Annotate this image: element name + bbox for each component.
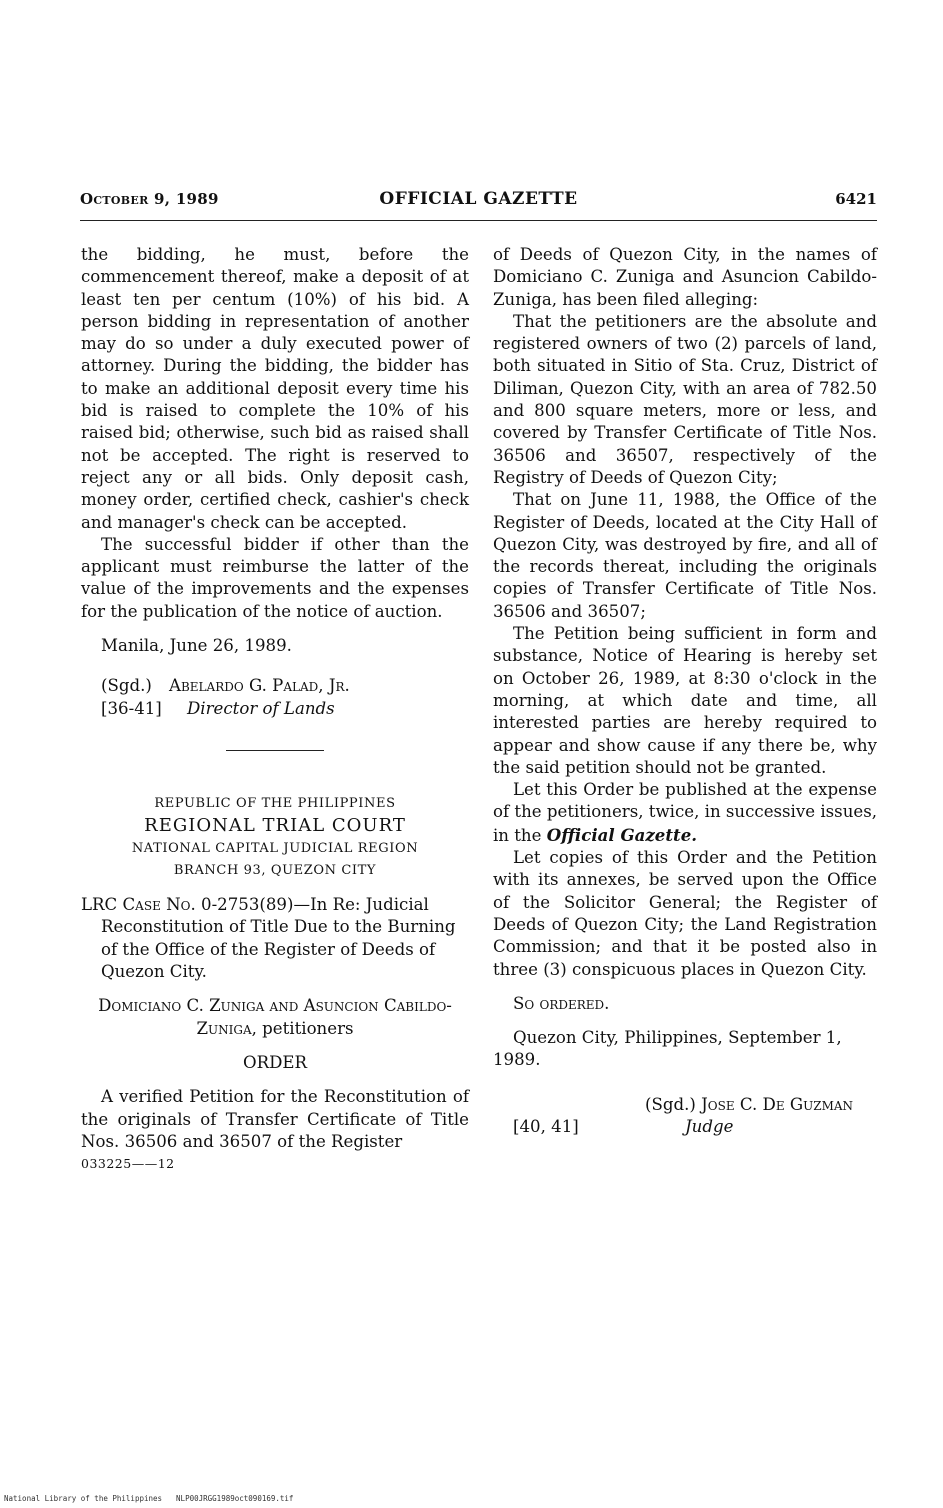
court-branch: BRANCH 93, QUEZON CITY [173,862,377,878]
successful-bidder-paragraph: The successful bidder if other than the applicant must reimburse the latter of the value of the improvements and the expenses for the publication of the notice of auction. [81,534,469,621]
judge-reference-code: [40, 41] [513,1116,579,1136]
notice-place-date: Manila, June 26, 1989. [101,636,292,656]
reference-code: [36-41] [101,698,162,718]
print-code: 033225——12 [81,1156,175,1172]
page-number: 6421 [835,190,877,208]
service-paragraph: Let copies of this Order and the Petition with its annexes, be served upon the Office of the Solicitor General; the Register of Deeds of Quezon City; the Land Registration Commission; and that it be posted also in three (3) conspicuous places in Quezon City. [493,848,877,979]
case-caption [81,894,469,983]
judge-sgd-label: (Sgd.) [645,1094,696,1114]
left-column [81,244,469,1175]
parties [81,995,469,1040]
order-place-date: Quezon City, Philippines, September 1, 1989. [493,1028,842,1070]
page-header [80,190,877,214]
petitioner-names: Domiciano C. Zuniga and Asuncion Cabildo-Zuniga, [98,996,452,1038]
library-credit: National Library of the Philippines [4,1494,163,1503]
signatory-title: Director of Lands [187,698,335,718]
bidding-paragraph: the bidding, he must, before the commencement thereof, make a deposit of at least ten per centum (10%) of his bid. A person bidding in representation of another may do so under a duly executed power of attorney. During the bidding, the bidder has to make an additional deposit every time his bid is raised to complete the 10% of his raised bid; otherwise, such bid as raised shall not be accepted. The right is reserved to reject any or all bids. Only deposit cash, money order, certified check, cashier's check and manager's check can be accepted. [81,245,469,532]
sgd-label: (Sgd.) [101,676,152,696]
scan-filename: NLP00JRGG1989oct090169.tif [176,1494,294,1503]
judge-name: Jose C. De Guzman [701,1094,854,1114]
director-signature-block [101,675,469,720]
case-number: LRC Case No. 0-2753(89) [81,895,294,915]
petitioner-role: petitioners [262,1018,354,1038]
judge-sgd-line [645,1094,877,1116]
court-region: NATIONAL CAPITAL JUDICIAL REGION [131,840,419,856]
court-name: REGIONAL TRIAL COURT [144,815,406,837]
header-rule [80,220,877,221]
issue-date: October 9, 1989 [80,190,219,208]
section-divider [226,750,324,751]
order-heading: ORDER [242,1052,307,1072]
publication-title: OFFICIAL GAZETTE [379,189,578,209]
court-republic: REPUBLIC OF THE PHILIPPINES [154,795,396,811]
signatory-name: Abelardo G. Palad, Jr. [169,676,350,696]
fire-paragraph: That on June 11, 1988, the Office of the Register of Deeds, located at the City Hall of Quezon City, was destroyed by fire, and all of the records thereat, including the originals copies of Transfer Certificate of Title Nos. 36506 and 36507; [493,490,877,621]
publication-paragraph [493,779,877,847]
so-ordered: So ordered. [513,993,610,1013]
judge-title: Judge [685,1116,734,1136]
publication-text: Let this Order be published at the expense of the petitioners, twice, in successive issues, in the [493,780,877,845]
order-continuation: of Deeds of Quezon City, in the names of Domiciano C. Zuniga and Asuncion Cabildo-Zuniga, has been filed alleging: [493,245,877,309]
order-first-paragraph: A verified Petition for the Reconstitution of the originals of Transfer Certificate of Title Nos. 36506 and 36507 of the Register [81,1087,469,1151]
hearing-paragraph: The Petition being sufficient in form and substance, Notice of Hearing is hereby set on October 26, 1989, at 8:30 o'clock in the morning, at which date and time, all interested parties are hereby required to appear and show cause if any there be, why the said petition should not be granted. [493,624,877,777]
court-heading [81,793,469,882]
ownership-paragraph: That the petitioners are the absolute and registered owners of two (2) parcels of land, both situated in Sitio of Sta. Cruz, District of Diliman, Quezon City, with an area of 782.50 and 800 square meters, more or less, and covered by Transfer Certificate of Title Nos. 36506 and 36507, respectively of the Registry of Deeds of Quezon City; [493,311,877,487]
gazette-name: Official Gazette. [546,824,698,845]
judge-signature-block [513,1094,877,1139]
right-column [493,244,877,1138]
case-title: —In Re: Judicial Reconstitution of Title Due to the Burning of the Office of the Register of Deeds of Quezon City. [101,895,456,982]
scan-footer [4,1494,293,1503]
